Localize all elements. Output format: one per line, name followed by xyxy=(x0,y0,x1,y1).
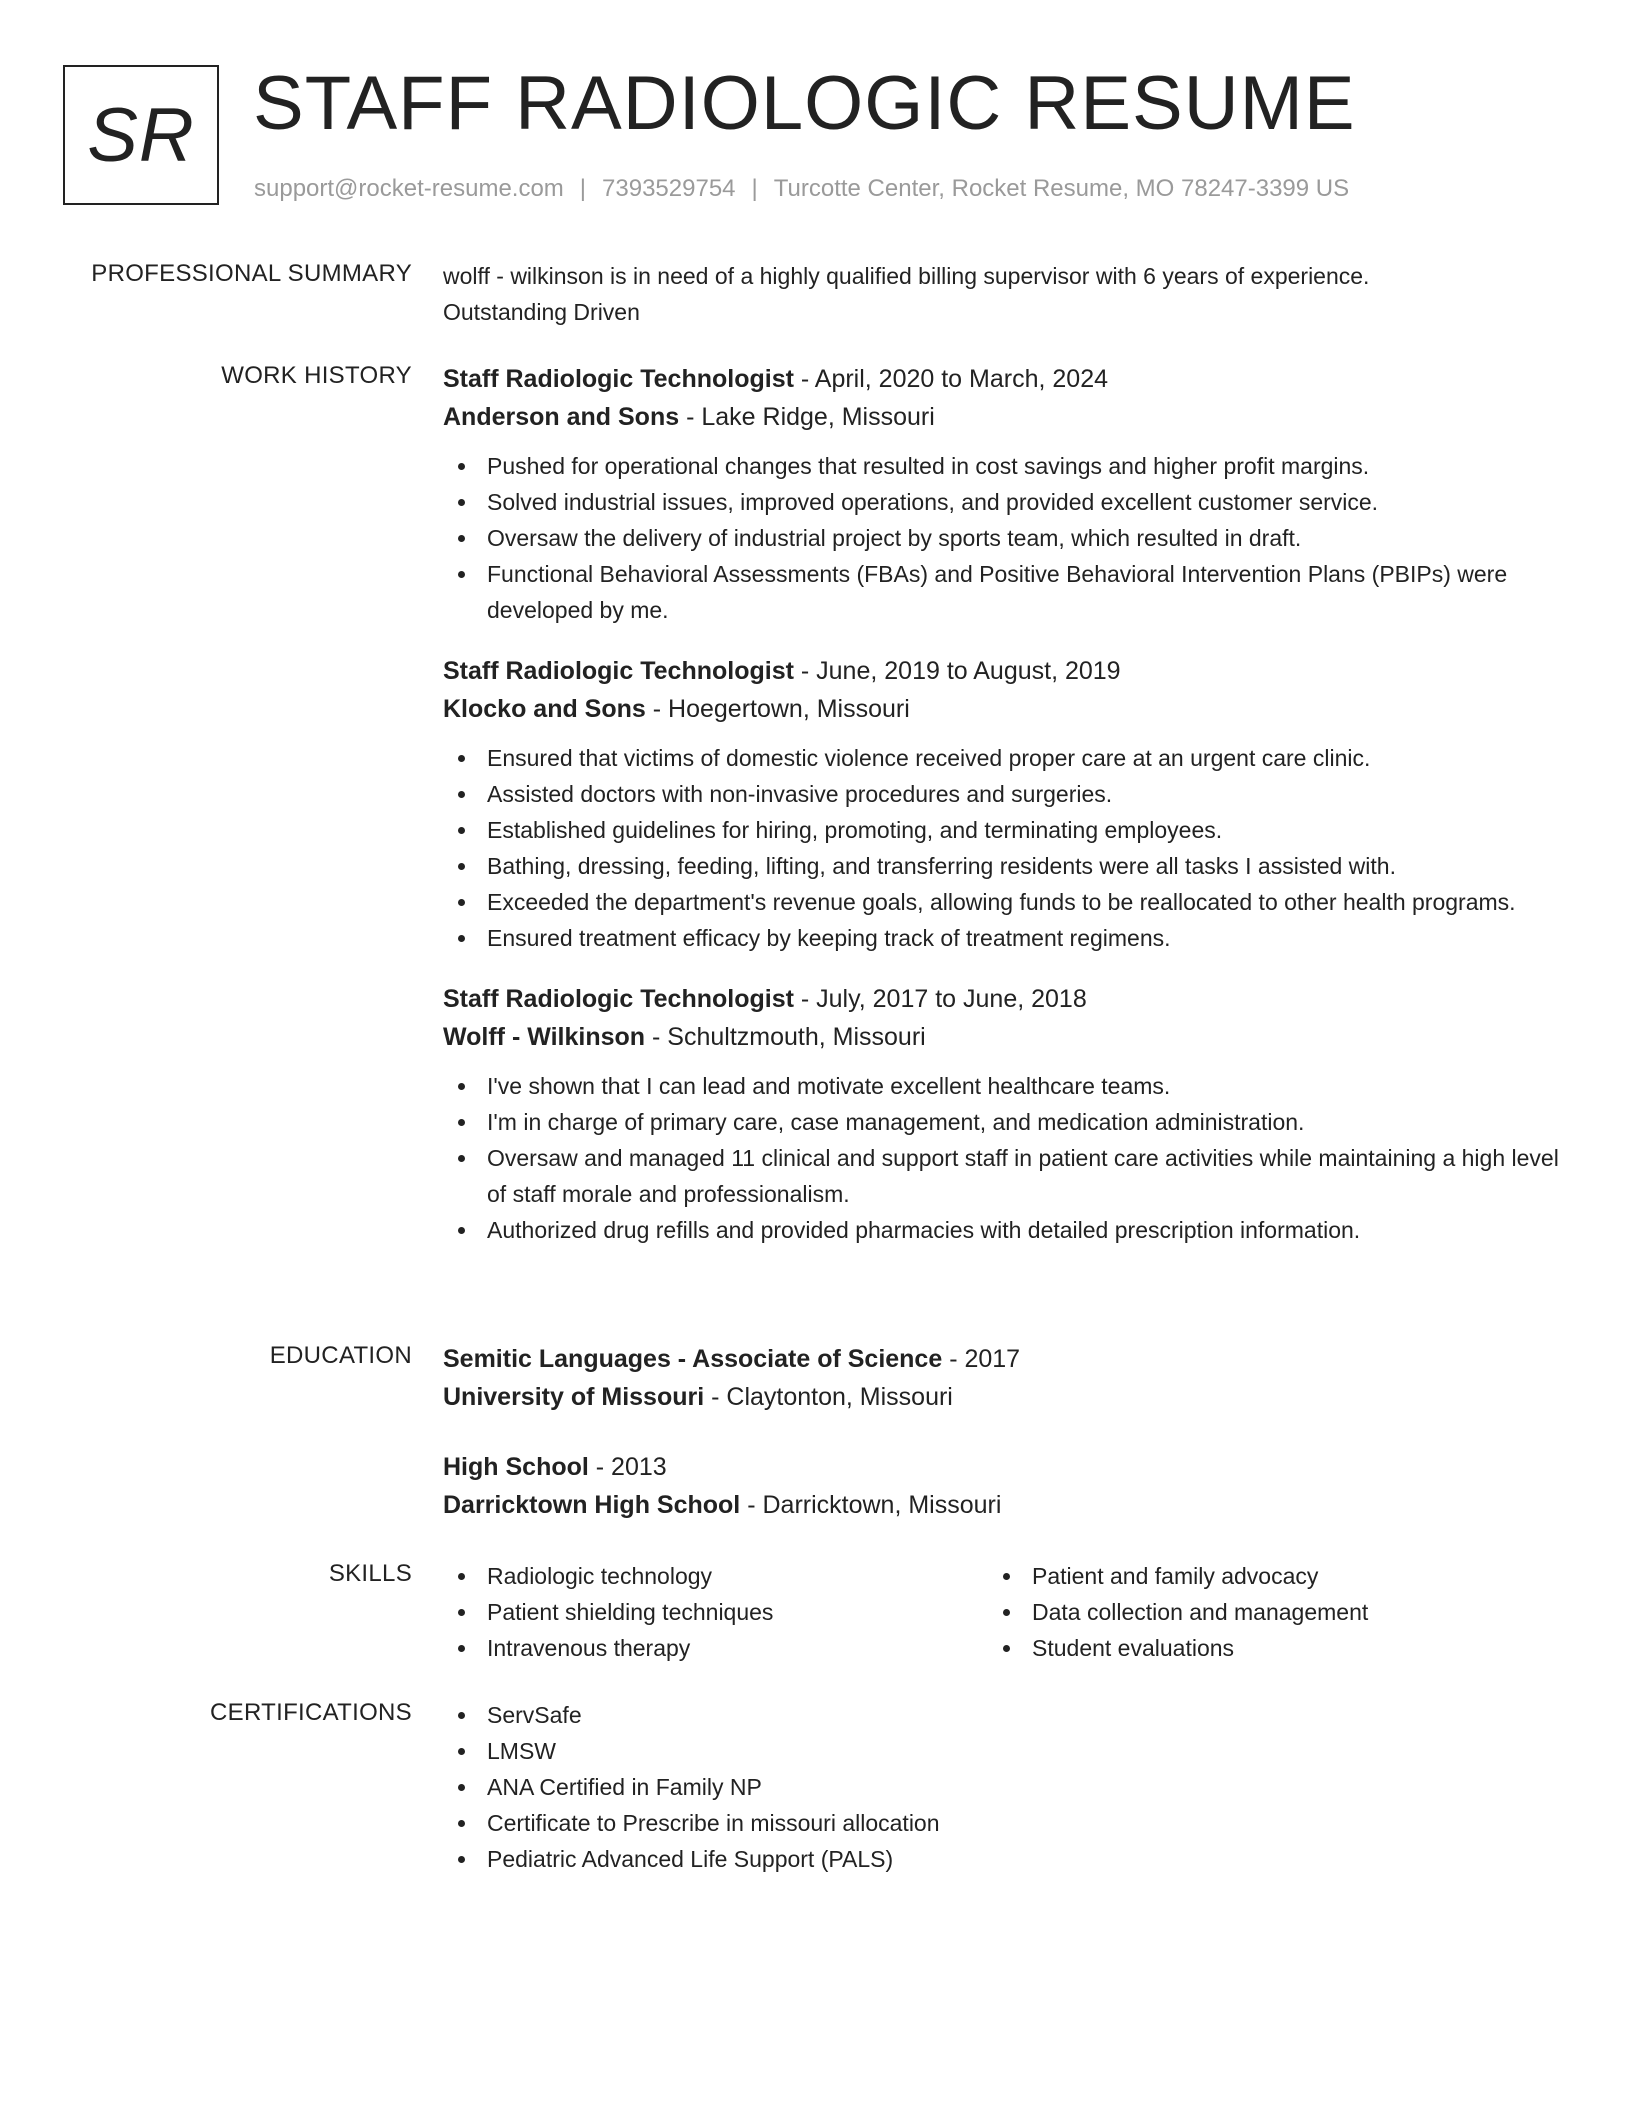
skill-item: Patient and family advocacy xyxy=(988,1558,1533,1594)
job-bullet: Oversaw and managed 11 clinical and support staff in patient care activities while maintaining a high level of staff morale and professionalism. xyxy=(443,1140,1563,1212)
job-company: Wolff - Wilkinson xyxy=(443,1023,646,1051)
job-bullet: Ensured treatment efficacy by keeping track of treatment regimens. xyxy=(443,920,1563,956)
section-label-education: EDUCATION xyxy=(269,1342,412,1369)
job-entry xyxy=(443,980,1563,1248)
skill-item: Patient shielding techniques xyxy=(443,1594,988,1630)
job-location: - Schultzmouth, Missouri xyxy=(645,1023,926,1051)
section-label-skills: SKILLS xyxy=(328,1560,412,1587)
job-bullets xyxy=(443,740,1563,956)
job-bullet: Solved industrial issues, improved operations, and provided excellent customer service. xyxy=(443,484,1563,520)
education-school-line xyxy=(443,1486,1563,1524)
education-degree: High School xyxy=(443,1453,589,1481)
monogram-logo: SR xyxy=(63,65,219,205)
job-bullet: Exceeded the department's revenue goals, allowing funds to be reallocated to other health programs. xyxy=(443,884,1563,920)
job-title-line xyxy=(443,360,1563,398)
job-bullet: Ensured that victims of domestic violence received proper care at an urgent care clinic. xyxy=(443,740,1563,776)
education-year: - 2017 xyxy=(942,1345,1021,1373)
section-label-certifications: CERTIFICATIONS xyxy=(210,1699,412,1726)
education-year: - 2013 xyxy=(588,1453,667,1481)
job-bullet: Pushed for operational changes that resulted in cost savings and higher profit margins. xyxy=(443,448,1563,484)
job-bullet: I'm in charge of primary care, case management, and medication administration. xyxy=(443,1104,1563,1140)
certification-item: Pediatric Advanced Life Support (PALS) xyxy=(443,1841,1563,1877)
certifications-list xyxy=(443,1697,1563,1877)
education-location: - Darricktown, Missouri xyxy=(740,1491,1002,1519)
work-history-body xyxy=(443,360,1563,1272)
education-degree-line xyxy=(443,1448,1563,1486)
job-bullet: Established guidelines for hiring, promoting, and terminating employees. xyxy=(443,812,1563,848)
skills-body xyxy=(443,1558,1563,1666)
contact-phone[interactable]: 7393529754 xyxy=(602,175,736,202)
certification-item: Certificate to Prescribe in missouri allocation xyxy=(443,1805,1563,1841)
education-entry xyxy=(443,1448,1563,1524)
job-bullets xyxy=(443,448,1563,628)
job-bullet: Authorized drug refills and provided pharmacies with detailed prescription information. xyxy=(443,1212,1563,1248)
skill-item: Student evaluations xyxy=(988,1630,1533,1666)
education-school: Darricktown High School xyxy=(443,1491,741,1519)
education-school-line xyxy=(443,1378,1563,1416)
summary-body xyxy=(443,258,1563,330)
certification-item: LMSW xyxy=(443,1733,1563,1769)
job-entry xyxy=(443,360,1563,628)
job-title: Staff Radiologic Technologist xyxy=(443,365,794,393)
skills-column-1 xyxy=(443,1558,988,1666)
summary-line: Outstanding Driven xyxy=(443,299,640,325)
job-dates: - April, 2020 to March, 2024 xyxy=(793,365,1108,393)
contact-separator: | xyxy=(751,175,758,202)
education-degree: Semitic Languages - Associate of Science xyxy=(443,1345,943,1373)
education-entry xyxy=(443,1340,1563,1416)
summary-line: wolff - wilkinson is in need of a highly qualified billing supervisor with 6 years of experience. xyxy=(443,263,1370,289)
job-company-line xyxy=(443,1018,1563,1056)
job-dates: - June, 2019 to August, 2019 xyxy=(793,657,1121,685)
job-bullet: Assisted doctors with non-invasive procedures and surgeries. xyxy=(443,776,1563,812)
job-dates: - July, 2017 to June, 2018 xyxy=(793,985,1087,1013)
job-title-line xyxy=(443,980,1563,1018)
job-company-line xyxy=(443,690,1563,728)
contact-address: Turcotte Center, Rocket Resume, MO 78247-3399 US xyxy=(773,175,1350,202)
certifications-body xyxy=(443,1697,1563,1877)
job-bullet: Functional Behavioral Assessments (FBAs) and Positive Behavioral Intervention Plans (PBIPs) were developed by me. xyxy=(443,556,1563,628)
job-bullet: Bathing, dressing, feeding, lifting, and transferring residents were all tasks I assisted with. xyxy=(443,848,1563,884)
resume-header xyxy=(63,61,1572,215)
job-title: Staff Radiologic Technologist xyxy=(443,985,794,1013)
contact-separator: | xyxy=(579,175,587,202)
job-bullet: Oversaw the delivery of industrial project by sports team, which resulted in draft. xyxy=(443,520,1563,556)
education-degree-line xyxy=(443,1340,1563,1378)
education-school: University of Missouri xyxy=(443,1383,705,1411)
skill-item: Data collection and management xyxy=(988,1594,1533,1630)
certification-item: ANA Certified in Family NP xyxy=(443,1769,1563,1805)
contact-email[interactable]: support@rocket-resume.com xyxy=(254,175,564,202)
certification-item: ServSafe xyxy=(443,1697,1563,1733)
section-label-work-history: WORK HISTORY xyxy=(221,362,412,389)
job-title: Staff Radiologic Technologist xyxy=(443,657,794,685)
skill-item: Intravenous therapy xyxy=(443,1630,988,1666)
resume-title: STAFF RADIOLOGIC RESUME xyxy=(253,61,1356,146)
skills-column-2 xyxy=(988,1558,1533,1666)
education-body xyxy=(443,1340,1563,1556)
job-title-line xyxy=(443,652,1563,690)
job-bullet: I've shown that I can lead and motivate excellent healthcare teams. xyxy=(443,1068,1563,1104)
job-entry xyxy=(443,652,1563,956)
job-company: Anderson and Sons xyxy=(443,403,680,431)
section-label-summary: PROFESSIONAL SUMMARY xyxy=(91,260,412,287)
education-location: - Claytonton, Missouri xyxy=(704,1383,953,1411)
job-company: Klocko and Sons xyxy=(443,695,646,723)
skill-item: Radiologic technology xyxy=(443,1558,988,1594)
job-location: - Hoegertown, Missouri xyxy=(645,695,910,723)
job-bullets xyxy=(443,1068,1563,1248)
job-location: - Lake Ridge, Missouri xyxy=(679,403,935,431)
job-company-line xyxy=(443,398,1563,436)
contact-line xyxy=(254,173,1349,205)
